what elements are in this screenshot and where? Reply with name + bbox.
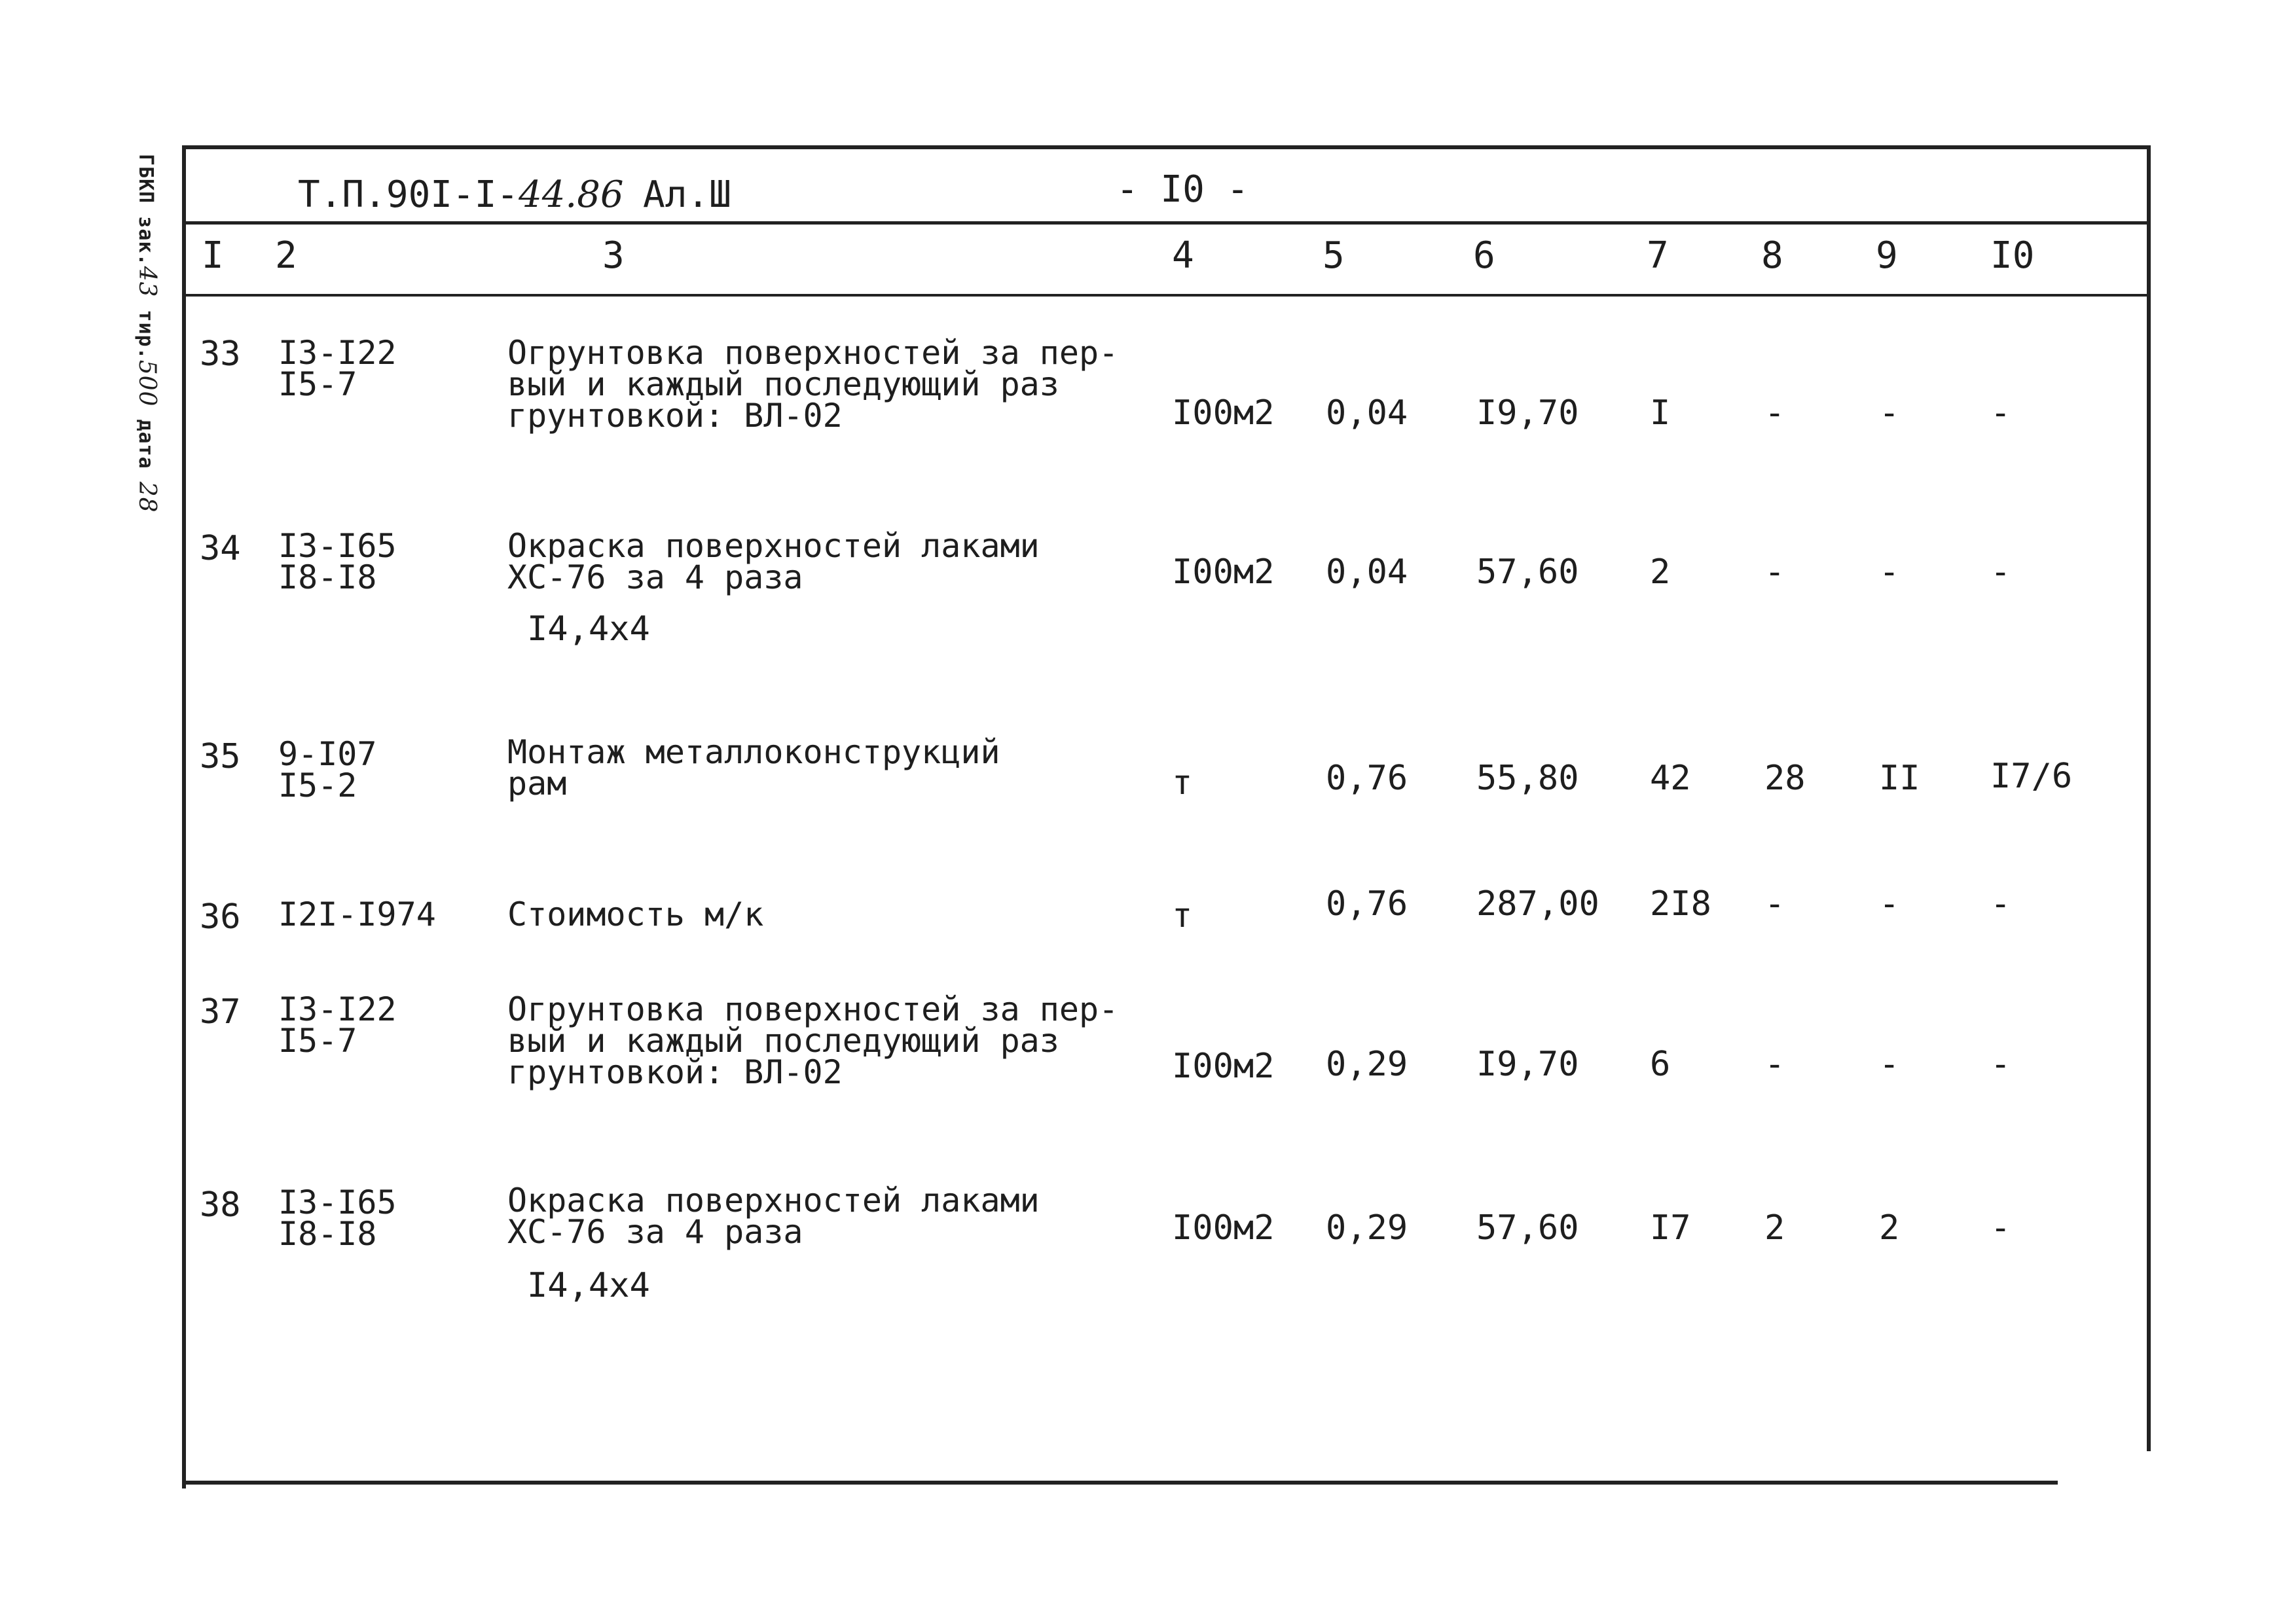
work-description xyxy=(507,733,1000,803)
column-header-4: 4 xyxy=(1172,234,1194,277)
column-header-5: 5 xyxy=(1323,234,1345,277)
stamp-order-number: 43 xyxy=(134,266,160,298)
unit-price: 57,60 xyxy=(1476,552,1579,592)
description-line: Стоимость м/к xyxy=(507,895,764,933)
unit-price: 287,00 xyxy=(1476,884,1599,924)
description-line: грунтовкой: ВЛ-02 xyxy=(507,1053,843,1091)
quantity: 0,04 xyxy=(1326,393,1408,433)
description-line: ХС-76 за 4 раза xyxy=(507,558,803,596)
rate-code-line: I5-7 xyxy=(278,365,357,403)
column-7-value: 42 xyxy=(1650,759,1691,798)
column-8-value: 28 xyxy=(1764,759,1806,798)
stamp-copies: 500 xyxy=(134,359,160,407)
column-8-value: - xyxy=(1764,393,1785,433)
unit: т xyxy=(1172,763,1193,803)
column-7-value: I7 xyxy=(1650,1208,1691,1248)
description-line: Монтаж металлоконструкций xyxy=(507,733,1000,771)
description-line: Огрунтовка поверхностей за пер- xyxy=(507,990,1119,1028)
unit-price: 57,60 xyxy=(1476,1208,1579,1248)
rate-code-line: I5-7 xyxy=(278,1022,357,1060)
rate-code xyxy=(278,334,397,403)
document-code xyxy=(298,173,624,216)
rate-code xyxy=(278,895,436,933)
description-line: Окраска поверхностей лаками xyxy=(507,527,1040,565)
margin-stamp xyxy=(134,154,160,513)
unit-price: I9,70 xyxy=(1476,1045,1579,1084)
column-7-value: 2I8 xyxy=(1650,884,1711,924)
stamp-mid: тир. xyxy=(134,297,157,360)
unit: т xyxy=(1172,896,1193,935)
description-line: ХС-76 за 4 раза xyxy=(507,1213,803,1251)
column-header-3: 3 xyxy=(602,234,625,277)
rate-code-line: 9-I07 xyxy=(278,735,377,773)
description-line: рам xyxy=(507,765,567,803)
frame-right-line xyxy=(2147,145,2151,1451)
description-line: Огрунтовка поверхностей за пер- xyxy=(507,334,1119,372)
description-line: грунтовкой: ВЛ-02 xyxy=(507,397,843,435)
stamp-date: 28 xyxy=(134,481,160,513)
unit: I00м2 xyxy=(1172,1047,1275,1086)
column-9-value: - xyxy=(1879,1045,1900,1084)
rate-code xyxy=(278,990,397,1060)
quantity: 0,29 xyxy=(1326,1208,1408,1248)
calculation-note: I4,4x4 xyxy=(527,1266,650,1305)
unit: I00м2 xyxy=(1172,1208,1275,1248)
header-divider-line xyxy=(182,221,2151,225)
column-8-value: - xyxy=(1764,552,1785,592)
column-9-value: - xyxy=(1879,552,1900,592)
description-line: вый и каждый последующий раз xyxy=(507,1022,1059,1060)
column-7-value: I xyxy=(1650,393,1671,433)
column-10-value: - xyxy=(1990,1208,2011,1248)
quantity: 0,29 xyxy=(1326,1045,1408,1084)
column-header-7: 7 xyxy=(1647,234,1669,277)
column-header-10: I0 xyxy=(1990,234,2035,277)
column-9-value: - xyxy=(1879,393,1900,433)
rate-code xyxy=(278,735,377,804)
work-description xyxy=(507,334,1119,435)
rate-code-line: I3-I22 xyxy=(278,990,397,1028)
rate-code xyxy=(278,527,397,596)
work-description xyxy=(507,1182,1040,1251)
document-code-handwritten: 44.86 xyxy=(519,173,624,216)
column-8-value: 2 xyxy=(1764,1208,1785,1248)
unit: I00м2 xyxy=(1172,393,1275,433)
column-7-value: 6 xyxy=(1650,1045,1671,1084)
unit-price: 55,80 xyxy=(1476,759,1579,798)
frame-bottom-line xyxy=(182,1481,2058,1485)
row-number: 35 xyxy=(200,737,241,776)
description-line: вый и каждый последующий раз xyxy=(507,365,1059,403)
row-number: 33 xyxy=(200,334,241,374)
calculation-note: I4,4x4 xyxy=(527,609,650,649)
rate-code-line: I3-I65 xyxy=(278,1183,397,1221)
stamp-prefix: ГБКП зак. xyxy=(134,154,157,266)
column-10-value: - xyxy=(1990,552,2011,592)
column-10-value: - xyxy=(1990,884,2011,924)
row-number: 36 xyxy=(200,897,241,937)
work-description xyxy=(507,895,764,933)
column-10-value: - xyxy=(1990,1045,2011,1084)
column-header-divider-line xyxy=(182,294,2151,297)
column-10-value: I7/6 xyxy=(1990,757,2073,796)
unit-price: I9,70 xyxy=(1476,393,1579,433)
page-number: - I0 - xyxy=(1116,168,1249,211)
work-description xyxy=(507,990,1119,1091)
rate-code-line: I2I-I974 xyxy=(278,895,436,933)
column-header-2: 2 xyxy=(275,234,297,277)
rate-code-line: I5-2 xyxy=(278,767,357,804)
column-7-value: 2 xyxy=(1650,552,1671,592)
document-code-printed: Т.П.90I-I- xyxy=(298,173,519,216)
quantity: 0,04 xyxy=(1326,552,1408,592)
column-header-8: 8 xyxy=(1761,234,1783,277)
column-9-value: - xyxy=(1879,884,1900,924)
stamp-suffix: дата xyxy=(134,406,157,482)
frame-left-line xyxy=(182,145,186,1489)
quantity: 0,76 xyxy=(1326,759,1408,798)
column-8-value: - xyxy=(1764,1045,1785,1084)
rate-code-line: I8-I8 xyxy=(278,558,377,596)
column-8-value: - xyxy=(1764,884,1785,924)
column-header-6: 6 xyxy=(1473,234,1495,277)
quantity: 0,76 xyxy=(1326,884,1408,924)
description-line: Окраска поверхностей лаками xyxy=(507,1182,1040,1219)
column-header-1: I xyxy=(202,234,224,277)
rate-code-line: I3-I22 xyxy=(278,334,397,372)
row-number: 38 xyxy=(200,1185,241,1225)
album-label: Ал.Ш xyxy=(643,173,731,216)
unit: I00м2 xyxy=(1172,552,1275,592)
column-header-9: 9 xyxy=(1876,234,1898,277)
rate-code xyxy=(278,1183,397,1253)
frame-top-line xyxy=(182,145,2149,149)
work-description xyxy=(507,527,1040,596)
row-number: 34 xyxy=(200,529,241,568)
column-9-value: II xyxy=(1879,759,1920,798)
row-number: 37 xyxy=(200,992,241,1032)
rate-code-line: I3-I65 xyxy=(278,527,397,565)
rate-code-line: I8-I8 xyxy=(278,1215,377,1253)
column-10-value: - xyxy=(1990,393,2011,433)
column-9-value: 2 xyxy=(1879,1208,1900,1248)
